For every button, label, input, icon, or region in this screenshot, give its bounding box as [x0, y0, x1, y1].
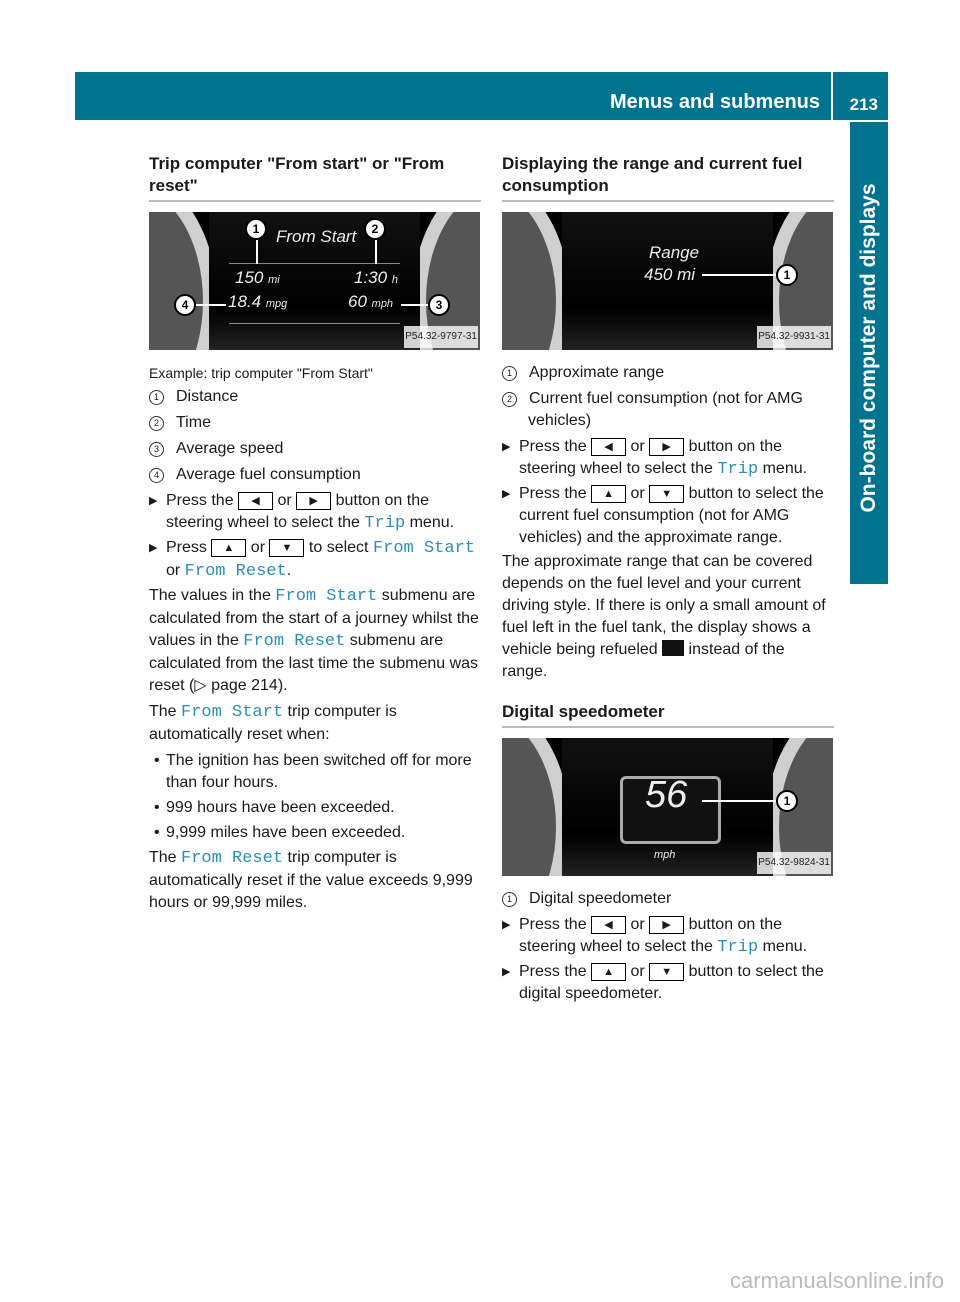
text: Average speed: [176, 440, 284, 457]
chapter-tab: [850, 122, 888, 584]
text: Press the: [519, 438, 592, 455]
text: trip computer is automatically reset if the value exceeds 9,999 hours or 99,999 miles.: [149, 849, 473, 911]
instruction-step: [149, 490, 481, 535]
text: menu.: [405, 514, 455, 531]
text: or: [626, 438, 650, 455]
text: Distance: [176, 388, 239, 405]
text: button on the steering wheel to select the: [519, 438, 783, 477]
text: button to select the digital speedometer.: [519, 963, 824, 1002]
menu-term: From Start: [181, 703, 284, 722]
text: The: [149, 703, 182, 720]
text: or: [626, 963, 650, 980]
left-gauge: [149, 212, 217, 350]
text: to select: [304, 539, 373, 556]
time-value: 1:30: [354, 268, 388, 287]
bullet-item: [149, 797, 481, 819]
text: .: [286, 562, 292, 579]
text: Time: [176, 414, 211, 431]
instruction-step: [502, 914, 834, 959]
steering-button-icon: ▼: [269, 539, 304, 557]
paragraph: [149, 847, 481, 914]
image-code: P54.32-9824-31: [757, 852, 831, 874]
fuel-pump-icon: [662, 640, 684, 656]
callout-1: 1: [245, 218, 267, 240]
instruction-step: [502, 483, 834, 549]
callout-number: 2: [502, 392, 517, 407]
distance-value: 150: [235, 268, 264, 287]
legend-item: [149, 464, 481, 486]
page-number: 213: [849, 95, 878, 114]
callout-number: 3: [149, 442, 164, 457]
text: The values in the: [149, 587, 276, 604]
menu-term: From Start: [275, 587, 378, 606]
steering-button-icon: ◀: [591, 916, 626, 934]
text: The ignition has been switched off for more than four hours.: [166, 752, 472, 791]
text: Press: [166, 539, 212, 556]
section-heading: [502, 153, 834, 202]
text: 999 hours have been exceeded.: [166, 799, 395, 816]
menu-term: From Start: [372, 539, 475, 558]
menu-term: Trip: [717, 938, 759, 957]
callout-number: 1: [502, 366, 517, 381]
callout-3: 3: [428, 294, 450, 316]
steering-button-icon: ◀: [591, 438, 626, 456]
legend-item: [502, 388, 834, 432]
fuel-value: 18.4: [228, 292, 262, 311]
text: Current fuel consumption (not for AMG vehicles): [528, 390, 803, 429]
text: Digital speedometer: [529, 890, 672, 907]
display-title: From Start: [276, 227, 357, 246]
text: Displaying the range and current fuel consumption: [502, 154, 803, 195]
figure-caption: [149, 362, 481, 384]
text: trip computer is automatically reset when:: [149, 703, 397, 743]
instruction-step: [502, 961, 834, 1005]
figure: [502, 738, 833, 876]
text: Press the: [519, 916, 592, 933]
paragraph: [502, 551, 834, 683]
section-heading: [149, 153, 481, 202]
menu-term: From Reset: [181, 849, 284, 868]
text: Press the: [519, 485, 592, 502]
speed-value: 56: [645, 774, 688, 816]
callout-4: 4: [174, 294, 196, 316]
callout-number: 4: [149, 468, 164, 483]
instruction-step: [149, 537, 481, 583]
image-code: P54.32-9797-31: [404, 326, 478, 348]
text: 9,999 miles have been exceeded.: [166, 824, 406, 841]
text: Example: trip computer "From Start": [149, 365, 373, 381]
steering-button-icon: ▲: [591, 963, 626, 981]
text: submenu are calculated from the last time the submenu was reset (▷ page 214).: [149, 632, 479, 694]
range-value: 450 mi: [644, 265, 696, 284]
header-bar: [75, 72, 888, 120]
steering-button-icon: ◀: [238, 492, 273, 510]
text: or: [166, 562, 185, 579]
speed-unit: mph: [654, 849, 676, 861]
text: Press the: [519, 963, 592, 980]
text: menu.: [758, 938, 808, 955]
section-title: Menus and submenus: [609, 91, 820, 113]
legend-item: [149, 412, 481, 434]
steering-button-icon: ▶: [296, 492, 331, 510]
callout-number: 2: [149, 416, 164, 431]
menu-term: Trip: [364, 514, 406, 533]
callout-number: 1: [502, 892, 517, 907]
text: button on the steering wheel to select the: [519, 916, 783, 955]
watermark: carmanualsonline.info: [729, 1268, 944, 1293]
text: Digital speedometer: [502, 702, 665, 721]
legend-item: [149, 386, 481, 408]
callout-1: 1: [776, 264, 798, 286]
divider: [831, 72, 833, 120]
bullet-item: [149, 822, 481, 844]
legend-item: [502, 888, 834, 910]
steering-button-icon: ▶: [649, 438, 684, 456]
text: instead of the range.: [502, 641, 785, 680]
callout-number: 1: [149, 390, 164, 405]
text: button on the steering wheel to select the: [166, 492, 430, 531]
legend-item: [502, 362, 834, 384]
text: or: [626, 916, 650, 933]
steering-button-icon: ▲: [211, 539, 246, 557]
menu-term: From Reset: [184, 562, 287, 581]
legend-item: [149, 438, 481, 460]
text: or: [273, 492, 297, 509]
steering-button-icon: ▶: [649, 916, 684, 934]
text: menu.: [758, 460, 808, 477]
section-heading: [502, 701, 834, 728]
text: submenu are calculated from the start of a journey whilst the values in the: [149, 587, 479, 649]
steering-button-icon: ▲: [591, 485, 626, 503]
text: Average fuel consumption: [176, 466, 361, 483]
image-code: P54.32-9931-31: [757, 326, 831, 348]
text: The: [149, 849, 182, 866]
text: The approximate range that can be covered depends on the fuel level and your current driving style. If there is only a small amount of fuel left in the fuel tank, the display shows a vehicle being refueled: [502, 553, 826, 658]
figure: From Start 150 mi 1:30 h 18.4 mpg 60 mph 1 2 3 4 P54.32-9797-31: [149, 212, 480, 350]
steering-button-icon: ▼: [649, 963, 684, 981]
text: or: [626, 485, 650, 502]
text: Trip computer "From start" or "From reset": [149, 154, 445, 195]
speed-value: 60: [348, 292, 367, 311]
left-column: [149, 153, 481, 918]
text: Approximate range: [529, 364, 665, 381]
text: button to select the current fuel consumption (not for AMG vehicles) and the approximate range.: [519, 485, 824, 546]
menu-term: From Reset: [243, 632, 346, 651]
bullet-item: [149, 750, 481, 794]
callout-2: 2: [364, 218, 386, 240]
right-column: [502, 153, 834, 1007]
paragraph: [149, 585, 481, 697]
figure: [502, 212, 833, 350]
callout-1: 1: [776, 790, 798, 812]
chapter-label: On-board computer and displays: [857, 183, 880, 513]
paragraph: [149, 701, 481, 746]
text: or: [246, 539, 270, 556]
instruction-step: [502, 436, 834, 481]
steering-button-icon: ▼: [649, 485, 684, 503]
range-label: Range: [649, 243, 700, 262]
menu-term: Trip: [717, 460, 759, 479]
text: Press the: [166, 492, 239, 509]
